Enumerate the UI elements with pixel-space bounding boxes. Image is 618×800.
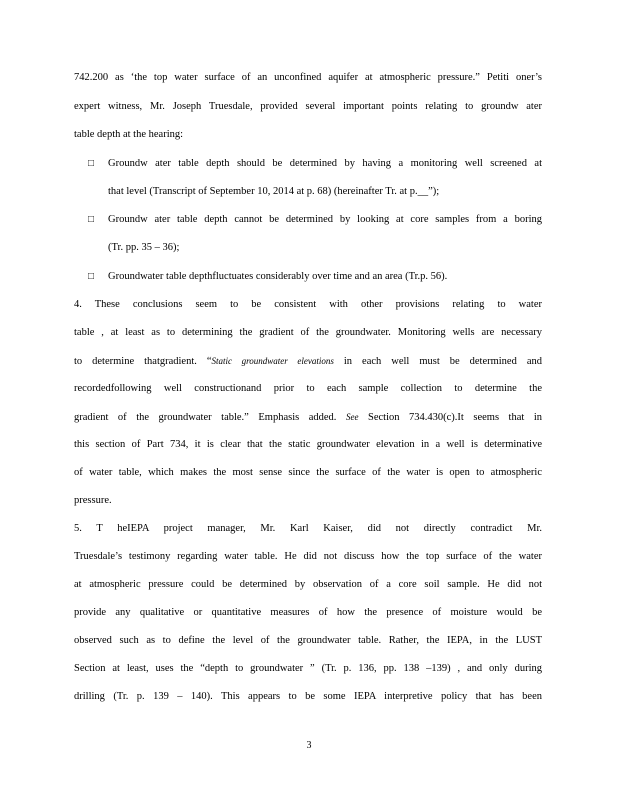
- text-run: Section 734.430(c).It seems that in: [358, 412, 542, 423]
- paragraph-5-line: drilling (Tr. p. 139 – 140). This appears to be some IEPA interpretive policy that has been: [74, 691, 542, 702]
- paragraph-5-line: provide any qualitative or quantitative measures of how the presence of moisture would be: [74, 607, 542, 618]
- paragraph-4-line: 4. These conclusions seem to be consistent with other provisions relating to water: [74, 299, 542, 310]
- paragraph-4-line: of water table, which makes the most sense since the surface of the water is open to atmospheric: [74, 467, 542, 478]
- text-line: 742.200 as ‘the top water surface of an unconfined aquifer at atmospheric pressure.” Petiti oner’s: [74, 72, 542, 83]
- bullet-item-line: Groundwater table depthfluctuates considerably over time and an area (Tr.p. 56).: [108, 271, 448, 282]
- paragraph-4-line: pressure.: [74, 495, 112, 506]
- paragraph-4-line: recordedfollowing well constructionand prior to each sample collection to determine the: [74, 383, 542, 394]
- paragraph-5-line: 5. T heIEPA project manager, Mr. Karl Kaiser, did not directly contradict Mr.: [74, 523, 542, 534]
- paragraph-4-line: table , at least as to determining the gradient of the groundwater. Monitoring wells are necessary: [74, 327, 542, 338]
- bullet-item-line: (Tr. pp. 35 – 36);: [108, 242, 180, 253]
- paragraph-5-line: at atmospheric pressure could be determined by observation of a core soil sample. He did not: [74, 579, 542, 590]
- bullet-item-line: that level (Transcript of September 10, 2014 at p. 68) (hereinafter Tr. at p.__”);: [108, 186, 440, 197]
- text-run: to determine thatgradient. “: [74, 356, 212, 367]
- paragraph-4-line: [74, 410, 542, 425]
- text-run: gradient of the groundwater table.” Emphasis added.: [74, 412, 346, 423]
- text-line: table depth at the hearing:: [74, 129, 184, 140]
- text-line: expert witness, Mr. Joseph Truesdale, provided several important points relating to groundw ater: [74, 101, 542, 112]
- bullet-icon: □: [88, 271, 95, 282]
- bullet-icon: □: [88, 158, 95, 169]
- paragraph-5-line: Truesdale’s testimony regarding water table. He did not discuss how the top surface of the water: [74, 551, 542, 562]
- emphasis-text: Static groundwater elevations: [211, 356, 334, 366]
- text-run: in each well must be determined and: [333, 356, 542, 367]
- page-number: 3: [306, 740, 312, 751]
- signal-citation: See: [345, 412, 359, 422]
- bullet-item-line: Groundw ater table depth should be determined by having a monitoring well screened at: [108, 158, 542, 169]
- paragraph-4-line: [74, 354, 542, 369]
- paragraph-5-line: observed such as to define the level of the groundwater table. Rather, the IEPA, in the LUST: [74, 635, 542, 646]
- paragraph-5-line: Section at least, uses the “depth to groundwater ” (Tr. p. 136, pp. 138 –139) , and only during: [74, 663, 542, 674]
- bullet-item-line: Groundw ater table depth cannot be determined by looking at core samples from a boring: [108, 214, 542, 225]
- bullet-icon: □: [88, 214, 95, 225]
- paragraph-4-line: this section of Part 734, it is clear that the static groundwater elevation in a well is determinative: [74, 439, 542, 450]
